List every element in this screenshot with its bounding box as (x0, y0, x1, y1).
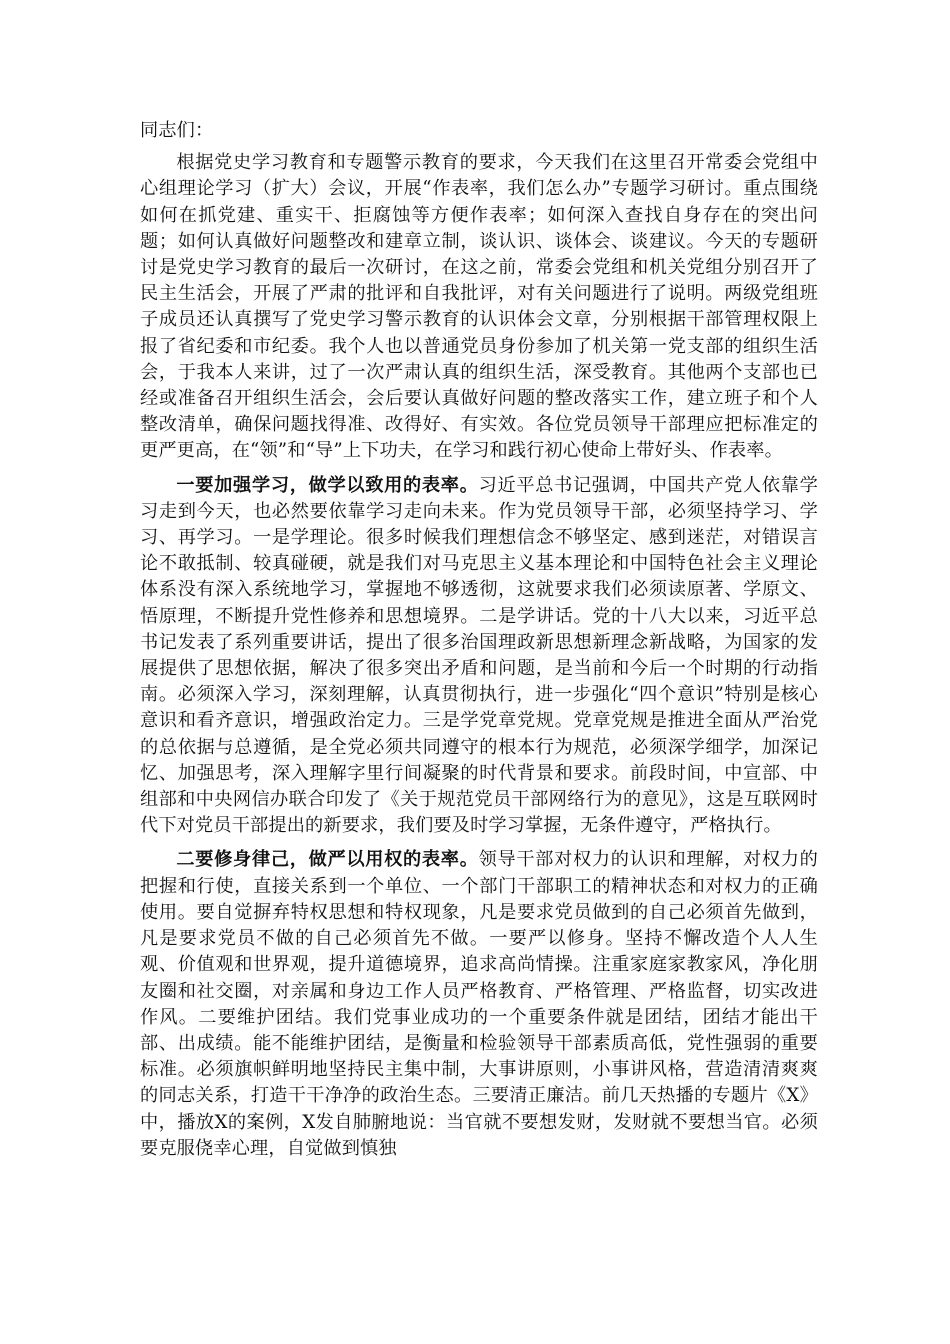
paragraph-text: 领导干部对权力的认识和理解，对权力的把握和行使，直接关系到一个单位、一个部门干部职工的精神状态和对权力的正确使用。要自觉摒弃特权思想和特权现象，凡是要求党员做到的自己必须首先做到，凡是要求党员不做的自己必须首先不做。一要严以修身。坚持不懈改造个人人生观、价值观和世界观，提升道德境界，追求高尚情操。注重家庭家教家风，净化朋友圈和社交圈，对亲属和身边工作人员严格教育、严格管理、严格监督，切实改进作风。二要维护团结。我们党事业成功的一个重要条件就是团结，团结才能出干部、出成绩。能不能维护团结，是衡量和检验领导干部素质高低，党性强弱的重要标准。必须旗帜鲜明地坚持民主集中制，大事讲原则，小事讲风格，营造清清爽爽的同志关系，打造干干净净的政治生态。三要清正廉洁。前几天热播的专题片《X》中，播放X的案例，X发自肺腑地说：当官就不要想发财，发财就不要想当官。必须要克服侥幸心理，自觉做到慎独 (140, 849, 819, 1159)
paragraph-self-discipline (140, 847, 818, 1161)
paragraph-heading: 一要加强学习，做学以致用的表率。 (176, 474, 479, 496)
paragraph-text: 习近平总书记强调，中国共产党人依靠学习走到今天，也必然要依靠学习走向未来。作为党员领导干部，必须坚持学习、学习、再学习。一是学理论。很多时候我们理想信念不够坚定、感到迷茫，对错误言论不敢抵制、较真碰硬，就是我们对马克思主义基本理论和中国特色社会主义理论体系没有深入系统地学习，掌握地不够透彻，这就要求我们必须读原著、学原文、悟原理，不断提升党性修养和思想境界。二是学讲话。党的十八大以来，习近平总书记发表了系列重要讲话，提出了很多治国理政新思想新理念新战略，为国家的发展提供了思想依据，解决了很多突出矛盾和问题，是当前和今后一个时期的行动指南。必须深入学习，深刻理解，认真贯彻执行，进一步强化“四个意识”特别是核心意识和看齐意识，增强政治定力。三是学党章党规。党章党规是推进全面从严治党的总依据与总遵循，是全党必须共同遵守的根本行为规范，必须深学细学，加深记忆、加强思考，深入理解字里行间凝聚的时代背景和要求。前段时间，中宣部、中组部和中央网信办联合印发了《关于规范党员干部网络行为的意见》，这是互联网时代下对党员干部提出的新要求，我们要及时学习掌握，无条件遵守，严格执行。 (140, 474, 819, 837)
document-page (140, 118, 818, 1170)
paragraph-study (140, 473, 818, 840)
paragraph-text: 根据党史学习教育和专题警示教育的要求，今天我们在这里召开常委会党组中心组理论学习（扩大）会议，开展“作表率，我们怎么办”专题学习研讨。重点围绕如何在抓党建、重实干、拒腐蚀等方便作表率；如何深入查找自身存在的突出问题；如何认真做好问题整改和建章立制，谈认识、谈体会、谈建议。今天的专题研讨是党史学习教育的最后一次研讨，在这之前，常委会党组和机关党组分别召开了民主生活会，开展了严肃的批评和自我批评，对有关问题进行了说明。两级党组班子成员还认真撰写了党史学习警示教育的认识体会文章，分别根据干部管理权限上报了省纪委和市纪委。我个人也以普通党员身份参加了机关第一党支部的组织生活会，于我本人来讲，过了一次严肃认真的组织生活，深受教育。其他两个支部也已经或准备召开组织生活会，会后要认真做好问题的整改落实工作，建立班子和个人整改清单，确保问题找得准、改得好、有实效。各位党员领导干部理应把标准定的更严更高，在“领”和“导”上下功夫，在学习和践行初心使命上带好头、作表率。 (140, 152, 818, 462)
paragraph-heading: 二要修身律己，做严以用权的表率。 (176, 849, 479, 871)
salutation: 同志们： (140, 120, 214, 141)
paragraph-intro (140, 150, 818, 464)
